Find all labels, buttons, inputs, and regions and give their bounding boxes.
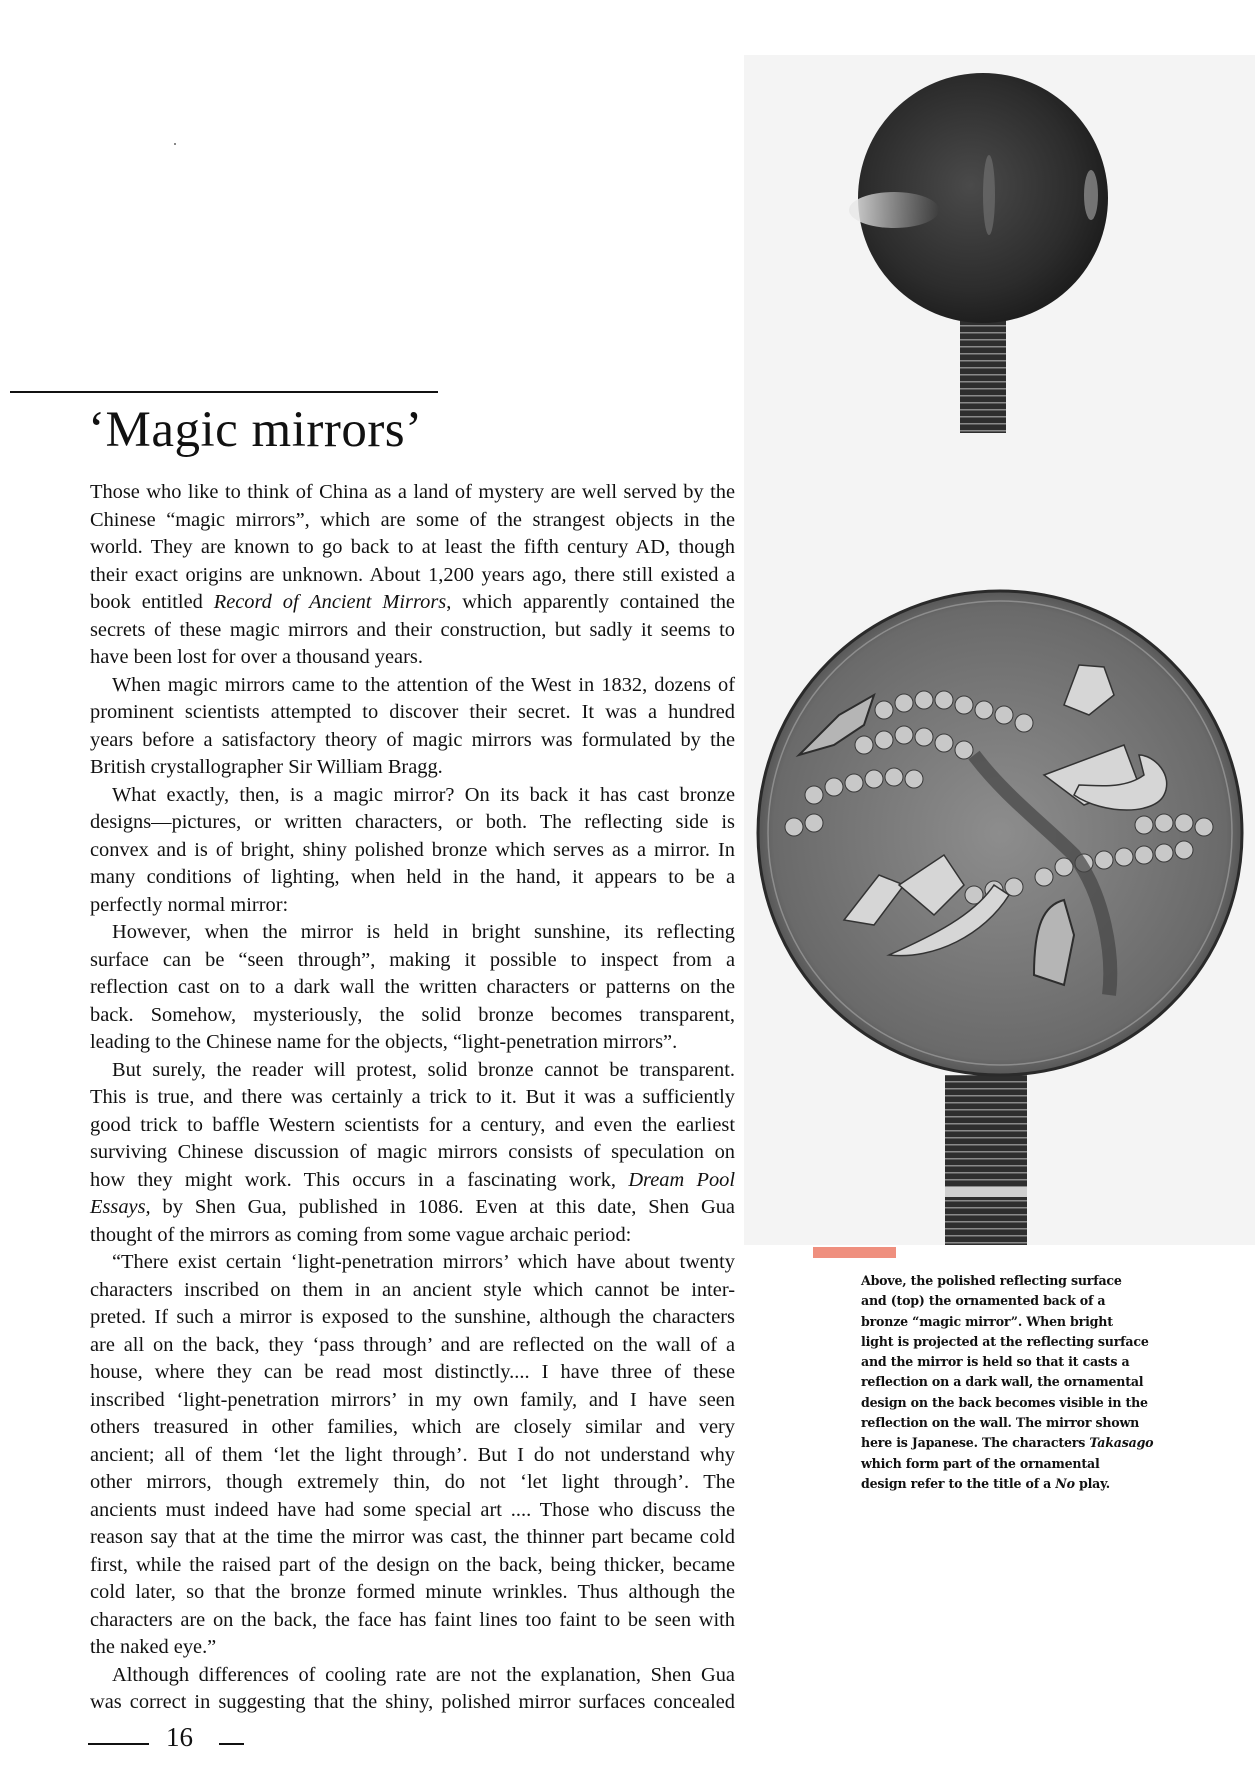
text-line: cold later, so that the bronze formed minute wrinkles. Thus although the xyxy=(90,1581,735,1603)
mirror-top-handle xyxy=(960,320,1006,433)
text-line: thought of the mirrors as coming from some vague archaic period: xyxy=(90,1223,632,1246)
caption-line: light is projected at the reflecting surface xyxy=(861,1333,1149,1349)
print-speck xyxy=(174,143,176,145)
folio-dash-left xyxy=(88,1743,149,1745)
text-line: This is true, and there was certainly a trick to it. But it was a sufficiently xyxy=(90,1086,735,1108)
text-line: are all on the back, they ‘pass through’ and are reflected on the wall of a xyxy=(90,1333,735,1356)
text-line: convex and is of bright, shiny polished bronze which serves as a mirror. In xyxy=(90,838,735,861)
caption-line: which form part of the ornamental xyxy=(861,1455,1100,1471)
text-line: Although differences of cooling rate are not the explanation, Shen Gua xyxy=(112,1663,735,1686)
text-line: secrets of these magic mirrors and their construction, but sadly it seems to xyxy=(90,618,735,641)
italic-title: No xyxy=(1055,1475,1075,1491)
text-line: world. They are known to go back to at least the fifth century AD, though xyxy=(90,536,735,558)
text-line: back. Somehow, mysteriously, the solid bronze becomes transparent, xyxy=(90,1003,735,1026)
figure-mirrors xyxy=(744,55,1255,1255)
text-line: British crystallographer Sir William Bragg. xyxy=(90,756,443,778)
text-line: was correct in suggesting that the shiny, polished mirror surfaces concealed xyxy=(90,1691,735,1713)
mirror-back-handle xyxy=(945,1075,1027,1245)
body-paragraph xyxy=(90,1662,735,1717)
caption-line: design on the back becomes visible in the xyxy=(861,1394,1148,1410)
figure-caption xyxy=(861,1271,1161,1494)
text-line: book entitled Record of Ancient Mirrors, which apparently contained the xyxy=(90,591,735,613)
body-paragraph xyxy=(90,479,735,672)
text-line: ancients must indeed have had some special art .... Those who discuss the xyxy=(90,1498,735,1521)
text-line: others treasured in other families, which are closely similar and very xyxy=(90,1416,735,1438)
text-line: years before a satisfactory theory of magic mirrors was formulated by the xyxy=(90,728,735,751)
caption-line: design refer to the title of a No play. xyxy=(861,1475,1110,1491)
text-line: designs—pictures, or written characters, or both. The reflecting side is xyxy=(90,811,735,833)
mirror-top-reflection xyxy=(849,192,939,228)
text-line: What exactly, then, is a magic mirror? On its back it has cast bronze xyxy=(112,783,735,806)
mirror-back-disc xyxy=(758,591,1242,1075)
text-line: their exact origins are unknown. About 1,200 years ago, there still existed a xyxy=(90,563,735,586)
italic-title: Essays, xyxy=(90,1196,151,1218)
text-line: have been lost for over a thousand years. xyxy=(90,646,423,668)
text-line: prominent scientists attempted to discover their secret. It was a hundred xyxy=(90,701,735,723)
text-line: house, where they can be read most distinctly.... I have three of these xyxy=(90,1361,735,1383)
text-line: characters inscribed on them in an ancient style which cannot be inter- xyxy=(90,1278,735,1301)
caption-line: reflection on a dark wall, the ornamental xyxy=(861,1374,1144,1390)
text-line: the naked eye.” xyxy=(90,1636,217,1658)
body-paragraph xyxy=(90,919,735,1057)
text-line: reflection cast on to a dark wall the written characters or patterns on the xyxy=(90,976,735,998)
page-number: 16 xyxy=(166,1722,193,1752)
italic-title: Dream Pool xyxy=(628,1168,736,1191)
italic-title: Takasago xyxy=(1089,1435,1154,1451)
article-body xyxy=(90,479,735,1717)
caption-line: reflection on the wall. The mirror shown xyxy=(861,1415,1140,1431)
page-footer xyxy=(88,1722,258,1752)
text-line: inscribed ‘light-penetration mirrors’ in my own family, and I have seen xyxy=(90,1388,735,1411)
text-line: When magic mirrors came to the attention of the West in 1832, dozens of xyxy=(112,673,735,696)
body-paragraph xyxy=(90,1057,735,1250)
caption-line: and the mirror is held so that it casts a xyxy=(861,1354,1130,1370)
text-line: good trick to baffle Western scientists for a century, and even the earliest xyxy=(90,1113,735,1136)
text-line: other mirrors, though extremely thin, do not ‘let light through’. The xyxy=(90,1471,735,1493)
article-title: ‘Magic mirrors’ xyxy=(88,402,423,458)
text-line: Those who like to think of China as a land of mystery are well served by the xyxy=(90,481,735,503)
caption-line: Above, the polished reflecting surface xyxy=(861,1273,1122,1288)
text-line: Essays, by Shen Gua, published in 1086. Even at this date, Shen Gua xyxy=(90,1196,735,1218)
text-line: “There exist certain ‘light-penetration mirrors’ which have about twenty xyxy=(112,1251,735,1273)
text-line: perfectly normal mirror: xyxy=(90,893,289,916)
caption-line: here is Japanese. The characters Takasago xyxy=(861,1435,1154,1451)
text-line: surviving Chinese discussion of magic mirrors consists of speculation on xyxy=(90,1141,735,1163)
text-line: But surely, the reader will protest, solid bronze cannot be transparent. xyxy=(112,1058,735,1081)
title-rule xyxy=(10,391,438,393)
folio-dash-right xyxy=(219,1743,244,1745)
mirror-back-photo xyxy=(758,591,1242,1245)
body-paragraph xyxy=(90,782,735,920)
accent-bar xyxy=(813,1247,896,1258)
caption-line: and (top) the ornamented back of a xyxy=(861,1293,1106,1309)
text-line: characters are on the back, the face has faint lines too faint to be seen with xyxy=(90,1608,735,1631)
body-paragraph xyxy=(90,672,735,782)
text-line: preted. If such a mirror is exposed to the sunshine, although the characters xyxy=(90,1306,735,1328)
text-line: leading to the Chinese name for the objects, “light-penetration mirrors”. xyxy=(90,1031,678,1053)
mirror-top-photo xyxy=(849,73,1108,433)
caption-line: bronze “magic mirror”. When bright xyxy=(861,1313,1113,1329)
body-paragraph xyxy=(90,1249,735,1662)
text-line: reason say that at the time the mirror was cast, the thinner part became cold xyxy=(90,1526,735,1548)
text-line: Chinese “magic mirrors”, which are some of the strangest objects in the xyxy=(90,508,735,531)
text-line: However, when the mirror is held in bright sunshine, its reflecting xyxy=(112,921,735,943)
text-line: first, while the raised part of the design on the back, being thicker, became xyxy=(90,1553,735,1576)
text-line: many conditions of lighting, when held in the hand, it appears to be a xyxy=(90,866,735,888)
text-line: how they might work. This occurs in a fascinating work, Dream Pool xyxy=(90,1168,736,1191)
italic-title: Record of Ancient Mirrors xyxy=(213,591,447,613)
text-line: surface can be “seen through”, making it possible to inspect from a xyxy=(90,948,735,971)
text-line: ancient; all of them ‘let the light through’. But I do not understand why xyxy=(90,1443,735,1466)
